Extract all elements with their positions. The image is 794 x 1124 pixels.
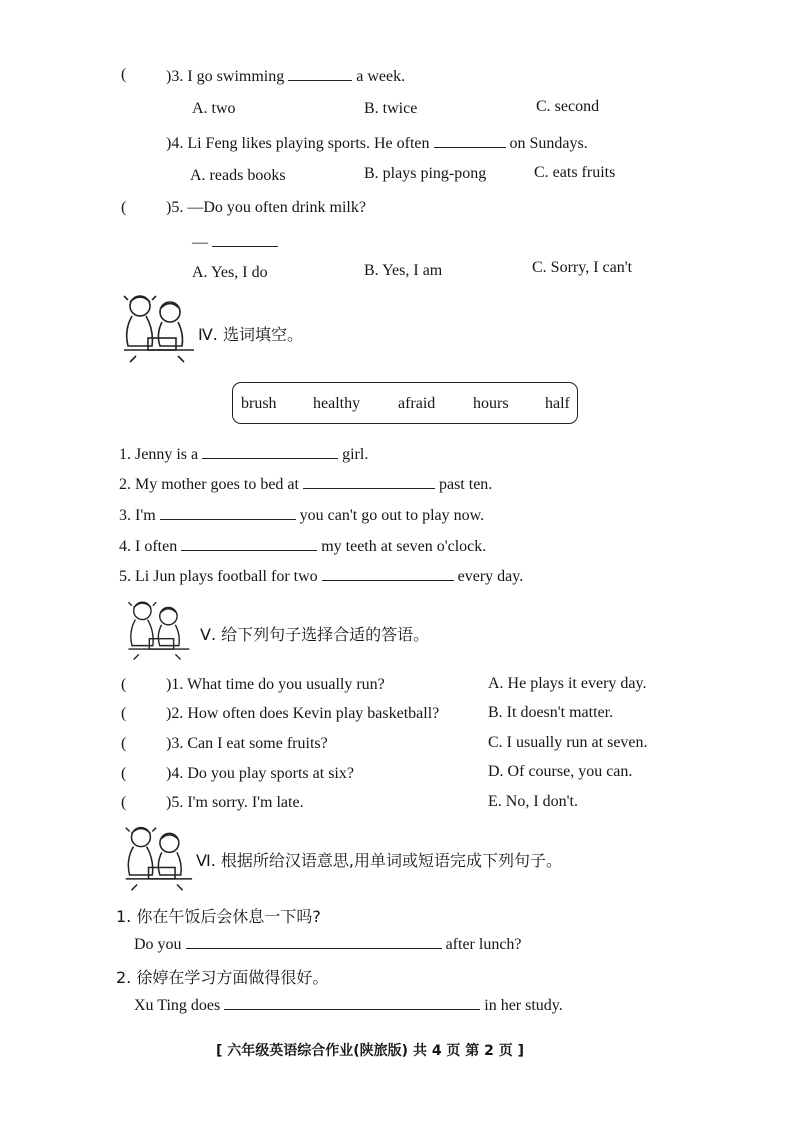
answer-blank[interactable] [303,474,435,489]
item-text: Xu Ting does [134,997,221,1014]
dash: — [192,234,208,251]
item-text: in her study. [484,997,563,1014]
fill-item [119,474,492,494]
stem-part: Li Feng likes playing sports. He often [187,135,430,152]
answer-blank[interactable] [322,566,454,581]
item-text: my teeth at seven o'clock. [321,538,487,555]
question-number: )5. [166,199,184,216]
word-bank-item: hours [473,395,509,412]
item-text: 3. I'm [119,507,156,524]
answer-paren: ( [121,705,127,722]
answer-paren: ( [121,794,127,811]
question-4-stem [166,133,588,153]
match-question: )2. How often does Kevin play basketball? [166,705,440,722]
word-bank-item: brush [241,395,277,412]
word-bank-item: half [545,395,570,412]
option-a: A. two [192,100,236,117]
item-text: past ten. [438,476,493,493]
translate-item [134,995,563,1015]
question-5-stem [166,199,366,217]
question-number: )4. [166,135,184,152]
kids-reading-icon [118,822,198,894]
item-text: 2. My mother goes to bed at [119,476,299,493]
word-bank [232,382,578,424]
match-question: )5. I'm sorry. I'm late. [166,794,304,811]
fill-item [119,536,486,556]
word-bank-item: afraid [398,395,436,412]
question-3-stem [166,66,405,86]
answer-paren: ( [121,735,127,752]
option-c: C. second [536,98,600,115]
answer-blank[interactable] [160,505,296,520]
chinese-prompt: 1. 你在午饭后会休息一下吗? [116,907,321,926]
section-6-title: Ⅵ. 根据所给汉语意思,用单词或短语完成下列句子。 [196,851,563,870]
item-text: 5. Li Jun plays football for two [119,568,318,585]
stem-part: —Do you often drink milk? [187,199,366,216]
match-answer: C. I usually run at seven. [488,734,648,751]
item-text: Do you [134,936,182,953]
answer-blank[interactable] [288,66,352,81]
question-number: )3. [166,68,184,85]
kids-reading-icon [118,597,198,663]
match-answer: E. No, I don't. [488,793,578,810]
page-footer: [ 六年级英语综合作业(陕旅版) 共 4 页 第 2 页 ] [216,1043,525,1059]
answer-paren: ( [121,199,127,216]
match-answer: D. Of course, you can. [488,763,633,780]
item-text: you can't go out to play now. [299,507,485,524]
item-text: girl. [342,446,369,463]
match-answer: B. It doesn't matter. [488,704,614,721]
fill-item [119,566,523,586]
option-a: A. reads books [190,167,286,184]
reply-line [192,232,278,252]
answer-paren: ( [121,66,127,83]
option-b: B. plays ping-pong [364,165,487,182]
option-c: C. eats fruits [534,164,616,181]
answer-blank[interactable] [212,232,278,247]
stem-part: on Sundays. [509,135,588,152]
item-text: every day. [457,568,524,585]
match-answer: A. He plays it every day. [488,675,647,692]
word-bank-item: healthy [313,395,361,412]
answer-blank[interactable] [224,995,480,1010]
section-5-title: Ⅴ. 给下列句子选择合适的答语。 [200,625,430,644]
stem-part: I go swimming [187,68,285,85]
answer-blank[interactable] [202,444,338,459]
option-a: A. Yes, I do [192,264,268,281]
option-c: C. Sorry, I can't [532,259,633,276]
answer-blank[interactable] [434,133,506,148]
match-question: )3. Can I eat some fruits? [166,735,328,752]
match-question: )4. Do you play sports at six? [166,765,354,782]
answer-blank[interactable] [181,536,317,551]
option-b: B. twice [364,100,418,117]
item-text: 4. I often [119,538,178,555]
chinese-prompt: 2. 徐婷在学习方面做得很好。 [116,968,329,987]
stem-part: a week. [356,68,406,85]
item-text: 1. Jenny is a [119,446,199,463]
section-4-title: Ⅳ. 选词填空。 [198,325,303,344]
option-b: B. Yes, I am [364,262,443,279]
fill-item [119,505,484,525]
fill-item [119,444,368,464]
translate-item [134,934,522,954]
match-question: )1. What time do you usually run? [166,676,385,693]
answer-paren: ( [121,676,127,693]
answer-paren: ( [121,765,127,782]
answer-blank[interactable] [186,934,442,949]
item-text: after lunch? [445,936,522,953]
kids-reading-icon [118,290,198,366]
